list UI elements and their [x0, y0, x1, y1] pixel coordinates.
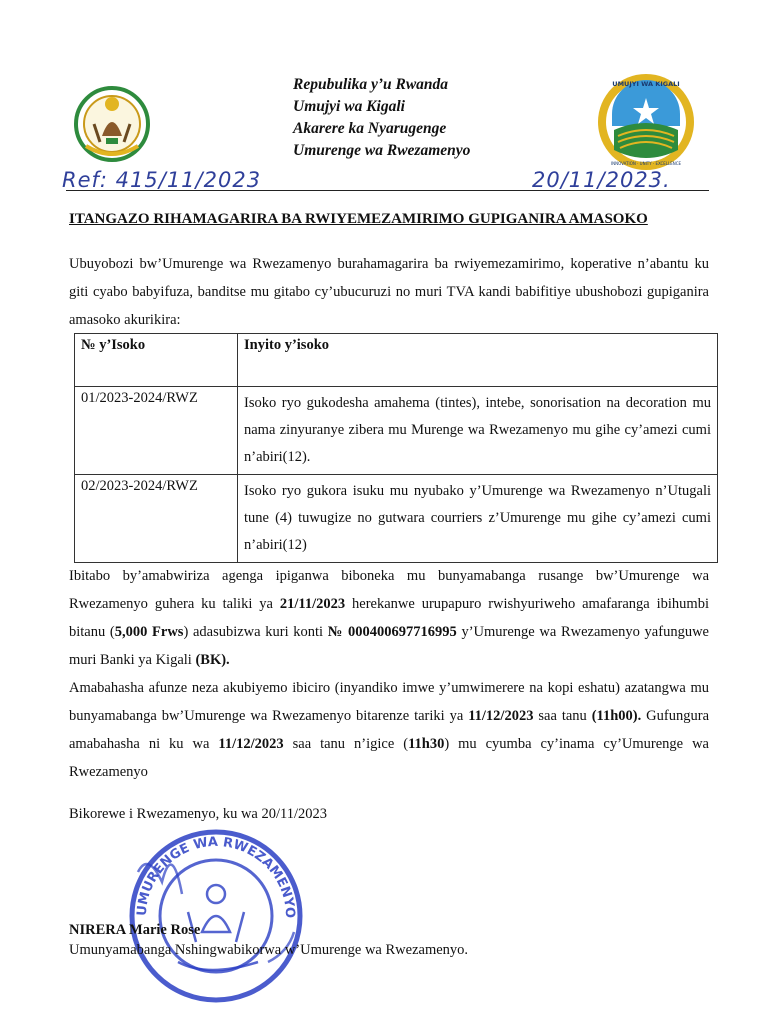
start-date: 21/11/2023 — [279, 596, 346, 612]
tender-table — [74, 333, 718, 563]
handwritten-date: 20/11/2023. — [532, 168, 671, 192]
opening-date: 11/12/2023 — [218, 736, 284, 752]
tender-description: Isoko ryo gukodesha amahema (tintes), intebe, sonorisation na decoration mu nama zinyuranye zibera mu Murenge wa Rwezamenyo mu gihe cy’amezi cumi n’abiri(12). — [238, 387, 718, 475]
text-run: ) mu cyumba cy’inama cy’Umurenge wa Rwezamenyo — [69, 736, 709, 780]
table-row — [75, 387, 718, 475]
text-run: saa tanu — [533, 708, 592, 724]
column-header: № y’Isoko — [75, 334, 238, 387]
tender-description: Isoko ryo gukora isuku mu nyubako y’Umurenge wa Rwezamenyo n’Utugali tune (4) tuwugize no gutwara courriers z’Umurenge mu gihe cy’amezi cumi n’abiri(12) — [238, 475, 718, 563]
submission-paragraph — [69, 674, 709, 786]
table-row — [75, 475, 718, 563]
kigali-city-logo-icon — [594, 70, 698, 174]
logo-top-text: UMUJYI WA KIGALI — [612, 80, 680, 88]
bank-name: (BK). — [195, 652, 230, 668]
text-run: herekanwe urupapuro rwishyuriweho amafaranga ibihumbi bitanu ( — [69, 596, 709, 640]
deadline-time: (11h00). — [591, 708, 642, 724]
place-date-line: Bikorewe i Rwezamenyo, ku wa 20/11/2023 — [69, 806, 327, 822]
documents-paragraph — [69, 562, 709, 674]
table-header-row — [75, 334, 718, 387]
letterhead-line: Umurenge wa Rwezamenyo — [293, 142, 471, 159]
text-run: y’Umurenge wa Rwezamenyo yafunguwe muri Banki ya Kigali — [69, 624, 709, 668]
letterhead — [293, 74, 553, 162]
document-title: ITANGAZO RIHAMAGARIRA BA RWIYEMEZAMIRIMO GUPIGANIRA AMASOKO — [69, 211, 648, 227]
handwritten-reference: Ref: 415/11/2023 — [62, 168, 262, 192]
tender-number: 02/2023-2024/RWZ — [75, 475, 238, 563]
official-stamp-icon — [118, 812, 310, 1012]
text-run: saa tanu n’igice ( — [283, 736, 409, 752]
intro-paragraph: Ubuyobozi bw’Umurenge wa Rwezamenyo burahamagarira ba rwiyemezamirimo, koperative n’abantu ku giti cyabo babyifuza, banditse mu gitabo cy’ubucuruzi no muri TVA kandi babifitiye ubushobozi gupiganira amasoko akurikira: — [69, 256, 709, 328]
tender-number: 01/2023-2024/RWZ — [75, 387, 238, 475]
letterhead-line: Umujyi wa Kigali — [293, 98, 405, 115]
text-run: Amabahasha afunze neza akubiyemo ibiciro (inyandiko imwe y’umwimerere na kopi eshatu) azatangwa mu bunyamabanga bw’Umurenge wa Rwezamenyo bitarenze tariki ya — [69, 680, 709, 724]
letterhead-line: Repubulika y’u Rwanda — [293, 76, 449, 93]
opening-time: 11h30 — [408, 736, 445, 752]
text-run: Ibitabo by’amabwiriza agenga ipiganwa biboneka mu bunyamabanga rusange bw’Umurenge wa Rwezamenyo guhera ku taliki ya — [69, 568, 709, 612]
text-run: Gufungura amabahasha ni ku wa — [69, 708, 709, 752]
logo-bottom-text: INNOVATION · UNITY · EXCELLENCE — [610, 161, 682, 166]
signatory-title: Umunyamabanga Nshingwabikorwa w’Umurenge wa Rwezamenyo. — [69, 942, 469, 958]
deadline-date: 11/12/2023 — [468, 708, 534, 724]
account-number: № 000400697716995 — [327, 624, 457, 640]
stamp-text: UMURENGE WA RWEZAMENYO — [134, 834, 298, 919]
letterhead-line: Akarere ka Nyarugenge — [293, 120, 447, 137]
rwanda-coat-of-arms-icon — [68, 84, 156, 166]
column-header: Inyito y’isoko — [238, 334, 718, 387]
header-rule — [66, 190, 709, 191]
signatory-name: NIRERA Marie Rose — [69, 922, 201, 938]
fee-amount: 5,000 Frws — [114, 624, 184, 640]
text-run: ) adasubizwa kuri konti — [183, 624, 328, 640]
